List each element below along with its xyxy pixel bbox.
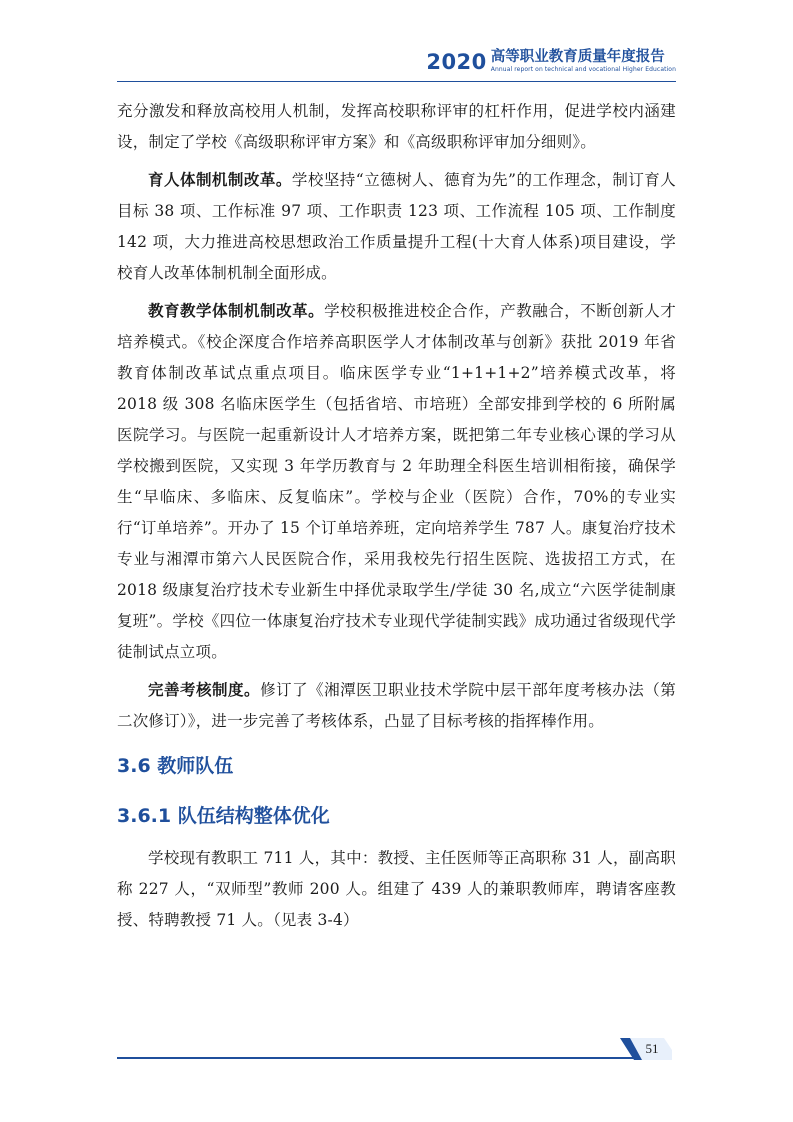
page-body bbox=[117, 96, 676, 943]
paragraph-text: 学校坚持“立德树人、德育为先”的工作理念，制订育人目标 38 项、工作标准 97 项、工作职责 123 项、工作流程 105 项、工作制度 142 项，大力推进高校思想政治工作质量提升工程(十大育人体系)项目建设，学校育人改革体制机制全面形成。 bbox=[117, 171, 676, 282]
paragraph-text: 学校积极推进校企合作，产教融合，不断创新人才培养模式。《校企深度合作培养高职医学人才体制改革与创新》获批 2019 年省教育体制改革试点重点项目。临床医学专业“1+1+1+2”培养模式改革，将 2018 级 308 名临床医学生（包括省培、市培班）全部安排到学校的 6 所附属医院学习。与医院一起重新设计人才培养方案，既把第二年专业核心课的学习从学校搬到医院，又实现 3 年学历教育与 2 年助理全科医生培训相衔接，确保学生“早临床、多临床、反复临床”。学校与企业（医院）合作，70%的专业实行“订单培养”。开办了 15 个订单培养班，定向培养学生 787 人。康复治疗技术专业与湘潭市第六人民医院合作，采用我校先行招生医院、选拔招工方式，在 2018 级康复治疗技术专业新生中择优录取学生/学徒 30 名,成立“六医学徒制康复班”。学校《四位一体康复治疗技术专业现代学徒制实践》成功通过省级现代学徒制试点立项。 bbox=[117, 302, 677, 661]
header-subtitle: Annual report on technical and vocational Higher Education bbox=[490, 66, 676, 73]
paragraph-text: 学校现有教职工 711 人，其中：教授、主任医师等正高职称 31 人，副高职称 227 人，“双师型”教师 200 人。组建了 439 人的兼职教师库，聘请客座教授、特聘教授 71 人。（见表 3-4） bbox=[117, 849, 676, 929]
paragraph-talent-mechanism bbox=[117, 96, 676, 158]
paragraph-lead: 完善考核制度。 bbox=[148, 681, 261, 699]
paragraph-text: 修订了《湘潭医卫职业技术学院中层干部年度考核办法（第二次修订）》，进一步完善了考核体系，凸显了目标考核的指挥棒作用。 bbox=[117, 681, 677, 730]
header-year: 2020 bbox=[426, 50, 487, 74]
subsection-heading: 3.6.1 队伍结构整体优化 bbox=[117, 805, 330, 827]
paragraph-text: 充分激发和释放高校用人机制，发挥高校职称评审的杠杆作用，促进学校内涵建设，制定了学校《高级职称评审方案》和《高级职称评审加分细则》。 bbox=[117, 102, 676, 151]
paragraph-teaching-reform bbox=[117, 296, 676, 668]
header-text-block bbox=[491, 49, 676, 74]
page-number: 51 bbox=[645, 1041, 659, 1056]
section-heading: 3.6 教师队伍 bbox=[117, 755, 234, 777]
paragraph-lead: 教育教学体制机制改革。 bbox=[148, 302, 325, 320]
paragraph-education-reform bbox=[117, 165, 676, 289]
paragraph-staff-structure bbox=[117, 843, 676, 936]
header-title: 高等职业教育质量年度报告 bbox=[490, 49, 665, 65]
paragraph-lead: 育人体制机制改革。 bbox=[148, 171, 292, 189]
header-rule bbox=[117, 81, 676, 82]
footer-rule bbox=[117, 1057, 637, 1059]
page-header bbox=[426, 49, 676, 75]
paragraph-assessment bbox=[117, 675, 676, 737]
